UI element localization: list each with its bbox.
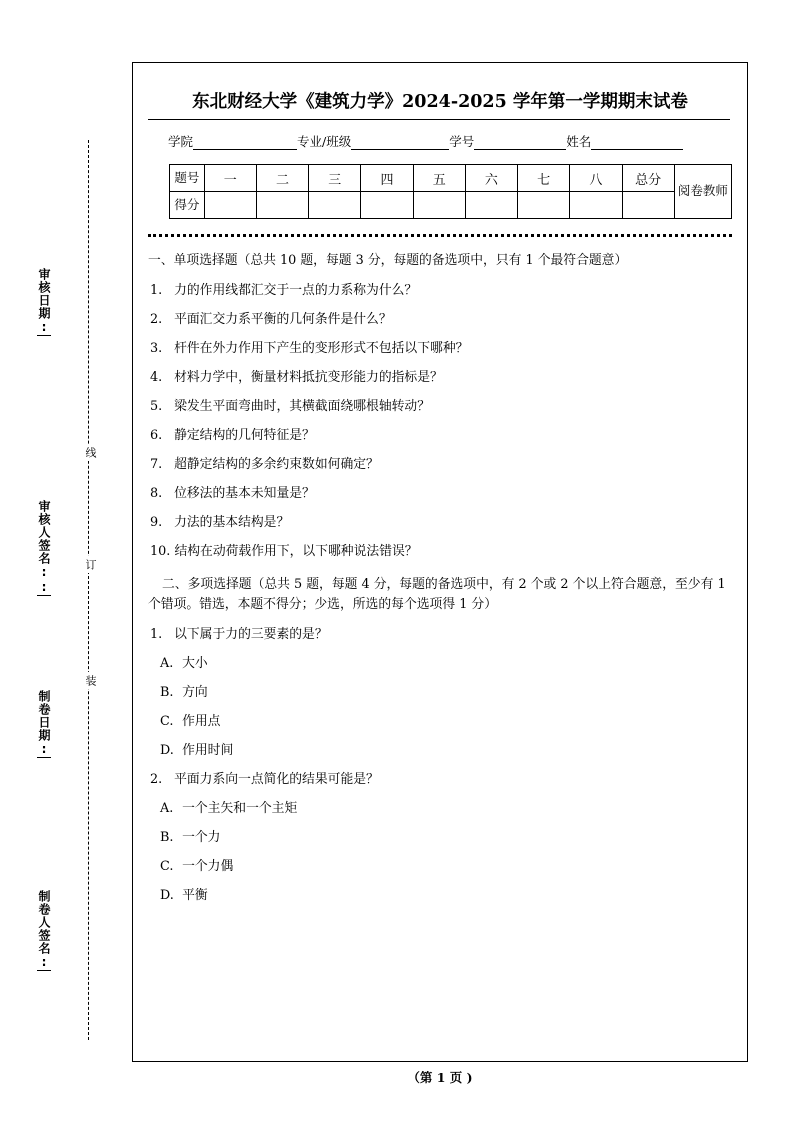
option-mark: B.	[160, 829, 174, 845]
page-title: 东北财经大学《建筑力学》2024‑2025 学年第一学期期末试卷	[192, 92, 688, 112]
option-text: 一个主矢和一个主矩	[182, 800, 298, 816]
field-label-college: 学院	[168, 134, 194, 149]
col-header-1: 一	[204, 165, 256, 192]
question-text: 力的作用线都汇交于一点的力系称为什么？	[174, 283, 418, 299]
question-number: 10.	[150, 543, 171, 559]
option-text: 作用点	[182, 714, 221, 730]
title-underline	[148, 119, 730, 120]
score-cell-1[interactable]	[204, 192, 256, 219]
field-input-major-class[interactable]	[351, 135, 449, 150]
question-number: 2.	[150, 772, 163, 787]
option-text: 方向	[182, 685, 208, 701]
question-text: 平面力系向一点简化的结果可能是？	[174, 772, 379, 787]
question-text: 材料力学中，衡量材料抵抗变形能力的指标是？	[174, 370, 443, 386]
question-item	[148, 543, 732, 561]
score-cell-3[interactable]	[309, 192, 361, 219]
option-item[interactable]	[148, 858, 732, 876]
question-number: 7.	[150, 456, 163, 472]
option-text: 大小	[182, 656, 208, 672]
seam-label-seal: 装	[82, 672, 98, 689]
col-header-8: 八	[570, 165, 622, 192]
question-item	[148, 398, 732, 416]
page-footer: （第 1 页 )	[407, 1070, 473, 1085]
seam-label-bind: 订	[82, 556, 98, 573]
section-heading-1: 一、单项选择题（总共 10 题，每题 3 分，每题的备选项中，只有 1 个最符合题意）	[148, 253, 628, 268]
exam-content	[148, 62, 732, 905]
question-item	[148, 427, 732, 445]
col-header-3: 三	[309, 165, 361, 192]
score-cell-5[interactable]	[413, 192, 465, 219]
question-item	[148, 340, 732, 358]
question-text: 以下属于力的三要素的是？	[174, 627, 328, 643]
question-text: 梁发生平面弯曲时，其横截面绕哪根轴转动？	[174, 399, 431, 415]
option-item[interactable]	[148, 655, 732, 673]
score-table	[169, 164, 732, 219]
score-cell-7[interactable]	[518, 192, 570, 219]
option-item[interactable]	[148, 829, 732, 847]
left-margin-strip	[0, 0, 132, 1122]
student-info-line	[148, 132, 732, 150]
question-text: 力法的基本结构是？	[174, 514, 290, 530]
field-label-name: 姓名	[566, 134, 592, 149]
seam-label-line: 线	[82, 444, 98, 461]
question-item	[148, 771, 732, 789]
question-text: 平面汇交力系平衡的几何条件是什么？	[174, 312, 392, 328]
field-label-student-id: 学号	[449, 134, 475, 149]
margin-label-paper-date: 制卷日期:	[37, 690, 51, 757]
option-text: 一个力	[182, 829, 221, 845]
score-cell-4[interactable]	[361, 192, 413, 219]
option-mark: C.	[160, 858, 174, 874]
option-item[interactable]	[148, 887, 732, 905]
margin-label-review-date: 审核日期:	[37, 268, 51, 335]
option-mark: D.	[160, 887, 174, 903]
question-text: 杆件在外力作用下产生的变形形式不包括以下哪种？	[174, 341, 469, 357]
col-header-5: 五	[413, 165, 465, 192]
score-cell-total[interactable]	[622, 192, 674, 219]
score-cell-2[interactable]	[256, 192, 308, 219]
question-number: 1.	[150, 627, 163, 643]
section-heading-2: 二、多项选择题（总共 5 题，每题 4 分，每题的备选项中，有 2 个或 2 个以上符合题意，至少有 1 个错项。错选，本题不得分；少选，所选的每个选项得 1 分）	[148, 576, 726, 612]
option-text: 平衡	[182, 887, 208, 903]
option-mark: D.	[160, 743, 174, 759]
question-number: 5.	[150, 399, 163, 415]
question-number: 6.	[150, 428, 163, 443]
question-text: 超静定结构的多余约束数如何确定？	[174, 456, 379, 472]
col-header-6: 六	[465, 165, 517, 192]
option-item[interactable]	[148, 713, 732, 731]
option-mark: B.	[160, 685, 174, 701]
col-header-teacher: 阅卷教师	[674, 165, 731, 219]
question-item	[148, 456, 732, 474]
question-body	[148, 251, 732, 905]
table-row-question-numbers	[170, 165, 732, 192]
row-header-score: 得分	[170, 192, 205, 219]
option-mark: C.	[160, 714, 174, 730]
col-header-2: 二	[256, 165, 308, 192]
question-number: 4.	[150, 370, 163, 386]
score-cell-6[interactable]	[465, 192, 517, 219]
margin-label-paper-maker-signature: 制卷人签名:	[37, 890, 51, 970]
question-number: 3.	[150, 341, 163, 357]
row-header-question-no: 题号	[170, 165, 205, 192]
question-item	[148, 311, 732, 329]
question-text: 结构在动荷载作用下，以下哪种说法错误？	[174, 543, 418, 559]
question-item	[148, 514, 732, 532]
field-input-college[interactable]	[193, 135, 297, 150]
option-item[interactable]	[148, 742, 732, 760]
option-text: 作用时间	[182, 743, 234, 759]
question-text: 位移法的基本未知量是？	[174, 485, 315, 501]
question-number: 1.	[150, 283, 163, 299]
score-cell-8[interactable]	[570, 192, 622, 219]
section-divider	[148, 233, 732, 237]
field-label-major-class: 专业/班级	[297, 134, 352, 149]
option-item[interactable]	[148, 800, 732, 818]
question-item	[148, 282, 732, 300]
option-mark: A.	[160, 800, 174, 816]
col-header-7: 七	[518, 165, 570, 192]
margin-label-reviewer-signature: 审核人签名::	[37, 500, 51, 595]
question-number: 9.	[150, 514, 163, 530]
option-item[interactable]	[148, 684, 732, 702]
question-item	[148, 485, 732, 503]
col-header-4: 四	[361, 165, 413, 192]
binding-dashed-line	[88, 140, 89, 1040]
col-header-total: 总分	[622, 165, 674, 192]
option-mark: A.	[160, 656, 174, 672]
option-text: 一个力偶	[182, 858, 234, 874]
question-number: 8.	[150, 485, 163, 501]
field-input-name[interactable]	[591, 135, 683, 150]
field-input-student-id[interactable]	[474, 135, 566, 150]
question-item	[148, 369, 732, 387]
table-row-scores	[170, 192, 732, 219]
question-text: 静定结构的几何特征是？	[174, 428, 315, 443]
question-item	[148, 626, 732, 644]
question-number: 2.	[150, 312, 163, 328]
